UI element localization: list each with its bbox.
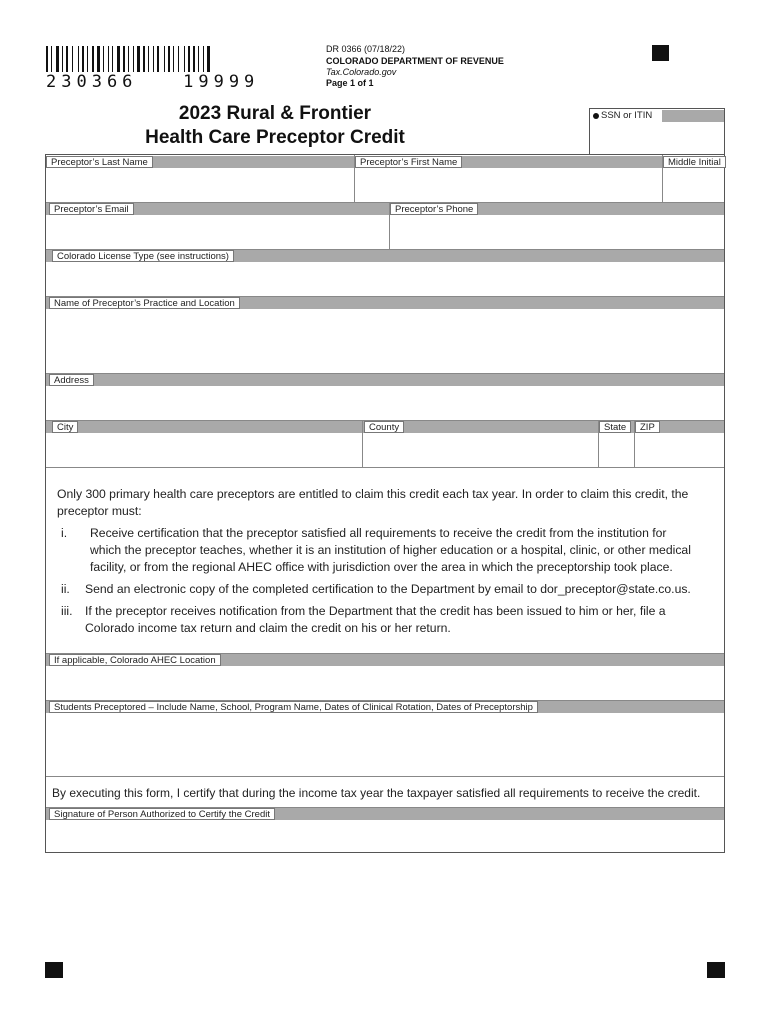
barcode-bar xyxy=(85,46,86,72)
barcode-bar xyxy=(123,46,125,72)
barcode-bar xyxy=(166,46,167,72)
state-field[interactable] xyxy=(600,434,633,466)
item-number: i. xyxy=(61,526,68,540)
barcode-bar xyxy=(155,46,156,72)
barcode-bar xyxy=(80,46,81,72)
instructions-intro-line1: Only 300 primary health care preceptors are entitled to claim this credit each tax year. In order to claim this credit, the xyxy=(57,487,689,501)
barcode-bar xyxy=(146,46,147,72)
registration-mark-bottom-left xyxy=(45,962,63,978)
barcode-bar xyxy=(121,46,122,72)
item-line: Receive certification that the preceptor satisfied all requirements to receive the credit from the institution for xyxy=(90,526,667,540)
divider xyxy=(634,420,635,467)
ahec-label: If applicable, Colorado AHEC Location xyxy=(49,654,221,666)
practice-label: Name of Preceptor’s Practice and Location xyxy=(49,297,240,309)
barcode-bar xyxy=(211,46,213,72)
barcode-bar xyxy=(56,46,59,72)
signature-field[interactable] xyxy=(47,821,724,852)
item-line: facility, or from the regional AHEC office with jurisdiction over the area in which the preceptorship took place. xyxy=(90,560,673,574)
barcode-bar xyxy=(112,46,113,72)
barcode-bar xyxy=(92,46,94,72)
last-name-field[interactable] xyxy=(47,169,353,202)
state-label: State xyxy=(599,421,631,433)
barcode-bar xyxy=(89,46,91,72)
form-title-line2: Health Care Preceptor Credit xyxy=(145,127,405,148)
divider xyxy=(362,420,363,467)
ssn-box[interactable] xyxy=(589,108,725,155)
barcode-bar xyxy=(153,46,154,72)
phone-field[interactable] xyxy=(391,216,724,248)
barcode-bar xyxy=(87,46,88,72)
barcode-bar xyxy=(160,46,163,72)
barcode-bar xyxy=(175,46,177,72)
barcode-bar xyxy=(49,46,50,72)
barcode-bar xyxy=(200,46,202,72)
first-name-label: Preceptor’s First Name xyxy=(355,156,462,168)
barcode-bar xyxy=(78,46,79,72)
barcode-bar xyxy=(193,46,195,72)
address-field[interactable] xyxy=(47,387,724,419)
instruction-item-3 xyxy=(61,602,721,638)
barcode-bar xyxy=(53,46,55,72)
barcode-bar xyxy=(130,46,132,72)
barcode-bar xyxy=(64,46,65,72)
email-label: Preceptor’s Email xyxy=(49,203,134,215)
city-field[interactable] xyxy=(47,434,361,466)
barcode-bar xyxy=(128,46,129,72)
barcode-bar xyxy=(196,46,197,72)
barcode-bar xyxy=(184,46,185,72)
barcode-bar xyxy=(72,46,73,72)
preceptor-form xyxy=(45,154,725,853)
instruction-item-1 xyxy=(61,524,721,578)
item-line: Colorado income tax return and claim the credit on his or her return. xyxy=(85,621,451,635)
barcode-bar xyxy=(207,46,210,72)
form-id: DR 0366 (07/18/22) xyxy=(326,44,406,54)
instruction-item-2 xyxy=(61,580,721,598)
barcode-bar xyxy=(103,46,104,72)
barcode-bar xyxy=(105,46,107,72)
barcode-bar xyxy=(117,46,120,72)
instructions-intro-line2: preceptor must: xyxy=(57,504,142,518)
barcode-bar xyxy=(137,46,140,72)
barcode xyxy=(46,46,253,72)
last-name-label: Preceptor’s Last Name xyxy=(46,156,153,168)
barcode-bar xyxy=(191,46,192,72)
barcode-bar xyxy=(205,46,206,72)
bullet-icon xyxy=(593,113,599,119)
email-field[interactable] xyxy=(47,216,388,248)
item-line: which the preceptor teaches, whether it is an institution of higher education or a hospital, clinic, or other medical xyxy=(90,543,691,557)
ssn-header-bar xyxy=(662,110,724,122)
first-name-field[interactable] xyxy=(356,169,661,202)
divider xyxy=(598,420,599,467)
middle-initial-field[interactable] xyxy=(664,169,724,202)
barcode-bar xyxy=(141,46,142,72)
signature-label: Signature of Person Authorized to Certify the Credit xyxy=(49,808,275,820)
item-line: If the preceptor receives notification from the Department that the credit has been issued to him or her, file a xyxy=(85,604,666,618)
phone-label: Preceptor’s Phone xyxy=(390,203,478,215)
zip-label: ZIP xyxy=(635,421,660,433)
registration-mark-bottom-right xyxy=(707,962,725,978)
barcode-bar xyxy=(69,46,71,72)
barcode-bar xyxy=(143,46,145,72)
barcode-bar xyxy=(62,46,63,72)
county-field[interactable] xyxy=(364,434,597,466)
students-field[interactable] xyxy=(47,714,724,775)
barcode-bar xyxy=(133,46,134,72)
registration-mark-top-right xyxy=(652,45,669,61)
barcode-bar xyxy=(60,46,61,72)
item-line: Send an electronic copy of the completed certification to the Department by email to dor_preceptor@state.co.us. xyxy=(85,582,691,596)
license-type-label: Colorado License Type (see instructions) xyxy=(52,250,234,262)
barcode-bar xyxy=(148,46,149,72)
license-type-field[interactable] xyxy=(47,263,724,295)
item-number: iii. xyxy=(61,604,73,618)
barcode-bar xyxy=(51,46,52,72)
barcode-bar xyxy=(66,46,68,72)
barcode-bar xyxy=(164,46,165,72)
certification-statement: By executing this form, I certify that during the income tax year the taxpayer satisfied all requirements to receive the credit. xyxy=(52,786,701,800)
row-bar-contact xyxy=(46,203,724,215)
barcode-bar xyxy=(97,46,100,72)
county-label: County xyxy=(364,421,404,433)
divider xyxy=(46,467,724,468)
ssn-label: SSN or ITIN xyxy=(600,110,656,122)
barcode-bar xyxy=(101,46,102,72)
barcode-bar xyxy=(180,46,183,72)
barcode-bar xyxy=(188,46,190,72)
divider xyxy=(662,155,663,202)
barcode-number: 230366 19999 xyxy=(46,72,260,92)
practice-field[interactable] xyxy=(47,310,724,372)
divider xyxy=(389,202,390,249)
barcode-bar xyxy=(203,46,204,72)
address-label: Address xyxy=(49,374,94,386)
barcode-bar xyxy=(135,46,136,72)
department-name: COLORADO DEPARTMENT OF REVENUE xyxy=(326,56,504,66)
barcode-bar xyxy=(186,46,187,72)
divider xyxy=(46,776,724,777)
form-title-line1: 2023 Rural & Frontier xyxy=(178,103,372,124)
barcode-bar xyxy=(110,46,111,72)
page-number: Page 1 of 1 xyxy=(326,78,374,88)
barcode-bar xyxy=(171,46,172,72)
barcode-bar xyxy=(95,46,96,72)
barcode-bar xyxy=(82,46,84,72)
row-bar-address xyxy=(46,374,724,386)
barcode-bar xyxy=(150,46,152,72)
barcode-bar xyxy=(126,46,127,72)
barcode-bar xyxy=(114,46,116,72)
barcode-bar xyxy=(173,46,174,72)
students-label: Students Preceptored – Include Name, School, Program Name, Dates of Clinical Rotation, Dates of Preceptorship xyxy=(49,701,538,713)
middle-initial-label: Middle Initial xyxy=(663,156,726,168)
ahec-field[interactable] xyxy=(47,667,724,699)
website: Tax.Colorado.gov xyxy=(326,67,397,77)
item-number: ii. xyxy=(61,582,70,596)
barcode-bar xyxy=(157,46,159,72)
barcode-bar xyxy=(74,46,77,72)
divider xyxy=(354,155,355,202)
barcode-bar xyxy=(108,46,109,72)
zip-field[interactable] xyxy=(636,434,724,466)
city-label: City xyxy=(52,421,78,433)
barcode-bar xyxy=(168,46,170,72)
barcode-bar xyxy=(178,46,179,72)
barcode-bar xyxy=(46,46,48,72)
barcode-bar xyxy=(198,46,199,72)
